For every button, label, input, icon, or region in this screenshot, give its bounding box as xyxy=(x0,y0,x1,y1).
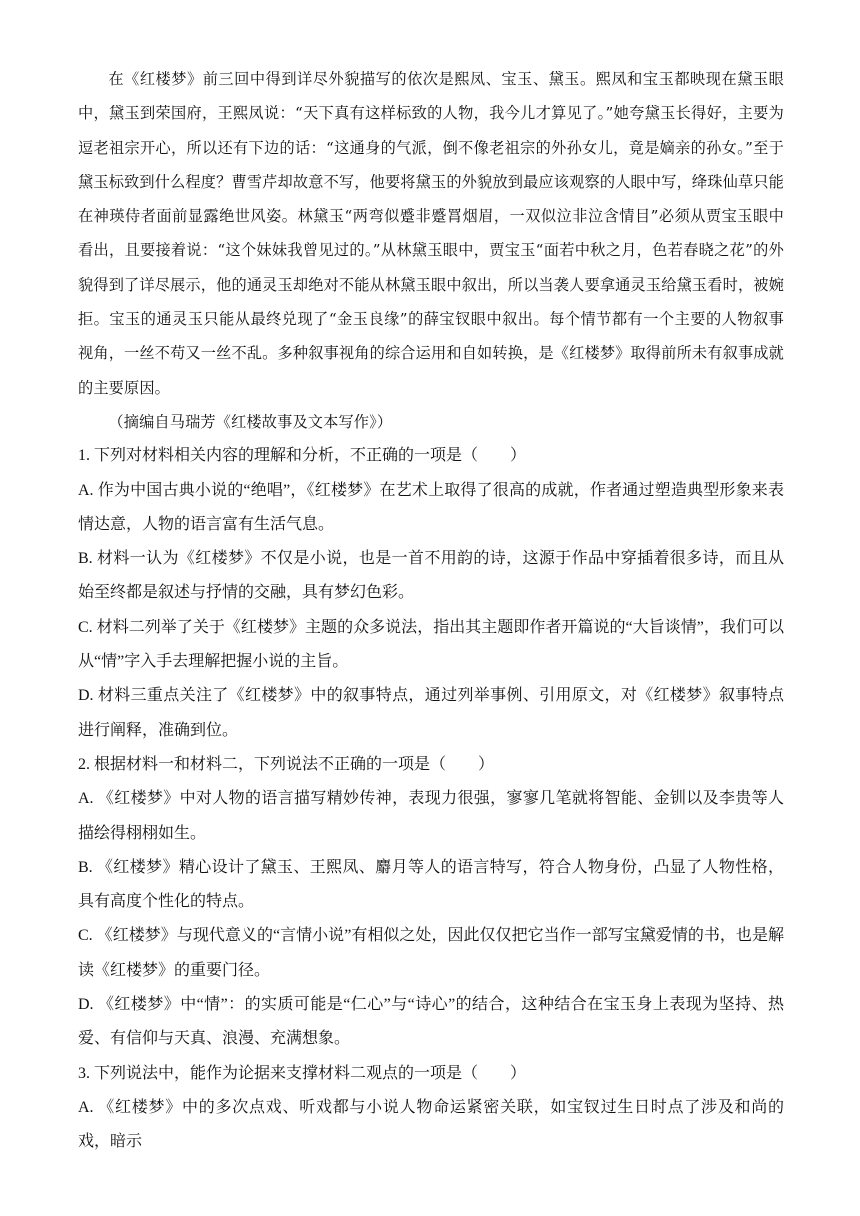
option-a: A. 《红楼梦》中的多次点戏、听戏都与小说人物命运紧密关联，如宝钗过生日时点了涉及和尚的戏，暗示 xyxy=(78,1098,784,1151)
option-c: C. 《红楼梦》与现代意义的“言情小说”有相似之处，因此仅仅把它当作一部写宝黛爱情的书，也是解读《红楼梦》的重要门径。 xyxy=(78,927,784,979)
passage-paragraph: 在《红楼梦》前三回中得到详尽外貌描写的依次是熙凤、宝玉、黛玉。熙凤和宝玉都映现在黛玉眼中，黛玉到荣国府，王熙凤说：“天下真有这样标致的人物，我今儿才算见了。”她夸黛玉长得好，主要为逗老祖宗开心，所以还有下边的话：“这通身的气派，倒不像老祖宗的外孙女儿，竟是嫡亲的孙女。”至于黛玉标致到什么程度？曹雪芹却故意不写，他要将黛玉的外貌放到最应该观察的人眼中写，绛珠仙草只能在神瑛侍者面前显露绝世风姿。林黛玉“两弯似蹙非蹙罥烟眉，一双似泣非泣含情目”必须从贾宝玉眼中看出，且要接着说：“这个妹妹我曾见过的。”从林黛玉眼中，贾宝玉“面若中秋之月，色若春晓之花”的外貌得到了详尽展示，他的通灵玉却绝对不能从林黛玉眼中叙出，所以当袭人要拿通灵玉给黛玉看时，被婉拒。宝玉的通灵玉只能从最终兑现了“金玉良缘”的薛宝钗眼中叙出。每个情节都有一个主要的人物叙事视角，一丝不苟又一丝不乱。多种叙事视角的综合运用和自如转换，是《红楼梦》取得前所未有叙事成就的主要原因。 xyxy=(78,70,784,397)
option-d: D. 《红楼梦》中“情”：的实质可能是“仁心”与“诗心”的结合，这种结合在宝玉身上表现为坚持、热爱、有信仰与天真、浪漫、充满想象。 xyxy=(78,996,784,1048)
document-page xyxy=(78,62,784,1160)
passage-source: （摘编自马瑞芳《红楼故事及文本写作》） xyxy=(108,412,393,431)
question-stem: 1. 下列对材料相关内容的理解和分析，不正确的一项是（ ） xyxy=(78,447,527,465)
option-a: A. 作为中国古典小说的“绝唱”，《红楼梦》在艺术上取得了很高的成就，作者通过塑造典型形象来表情达意，人物的语言富有生活气息。 xyxy=(78,481,784,533)
option-c: C. 材料二列举了关于《红楼梦》主题的众多说法，指出其主题即作者开篇说的“大旨谈情”，我们可以从“情”字入手去理解把握小说的主旨。 xyxy=(78,618,784,671)
option-d: D. 材料三重点关注了《红楼梦》中的叙事特点，通过列举事例、引用原文，对《红楼梦》叙事特点进行阐释，准确到位。 xyxy=(78,687,784,739)
option-b: B. 材料一认为《红楼梦》不仅是小说，也是一首不用韵的诗，这源于作品中穿插着很多诗，而且从始至终都是叙述与抒情的交融，具有梦幻色彩。 xyxy=(78,550,784,602)
option-b: B. 《红楼梦》精心设计了黛玉、王熙凤、麝月等人的语言特写，符合人物身份，凸显了人物性格，具有高度个性化的特点。 xyxy=(78,858,784,911)
question-list xyxy=(78,439,784,1159)
option-a: A. 《红楼梦》中对人物的语言描写精妙传神，表现力很强，寥寥几笔就将智能、金钏以及李贵等人描绘得栩栩如生。 xyxy=(78,790,784,842)
question-1 xyxy=(78,439,784,748)
question-stem: 3. 下列说法中，能作为论据来支撑材料二观点的一项是（ ） xyxy=(78,1064,527,1082)
question-stem: 2. 根据材料一和材料二，下列说法不正确的一项是（ ） xyxy=(78,755,495,773)
question-2 xyxy=(78,748,784,1057)
question-3 xyxy=(78,1057,784,1160)
reading-passage xyxy=(78,62,784,439)
